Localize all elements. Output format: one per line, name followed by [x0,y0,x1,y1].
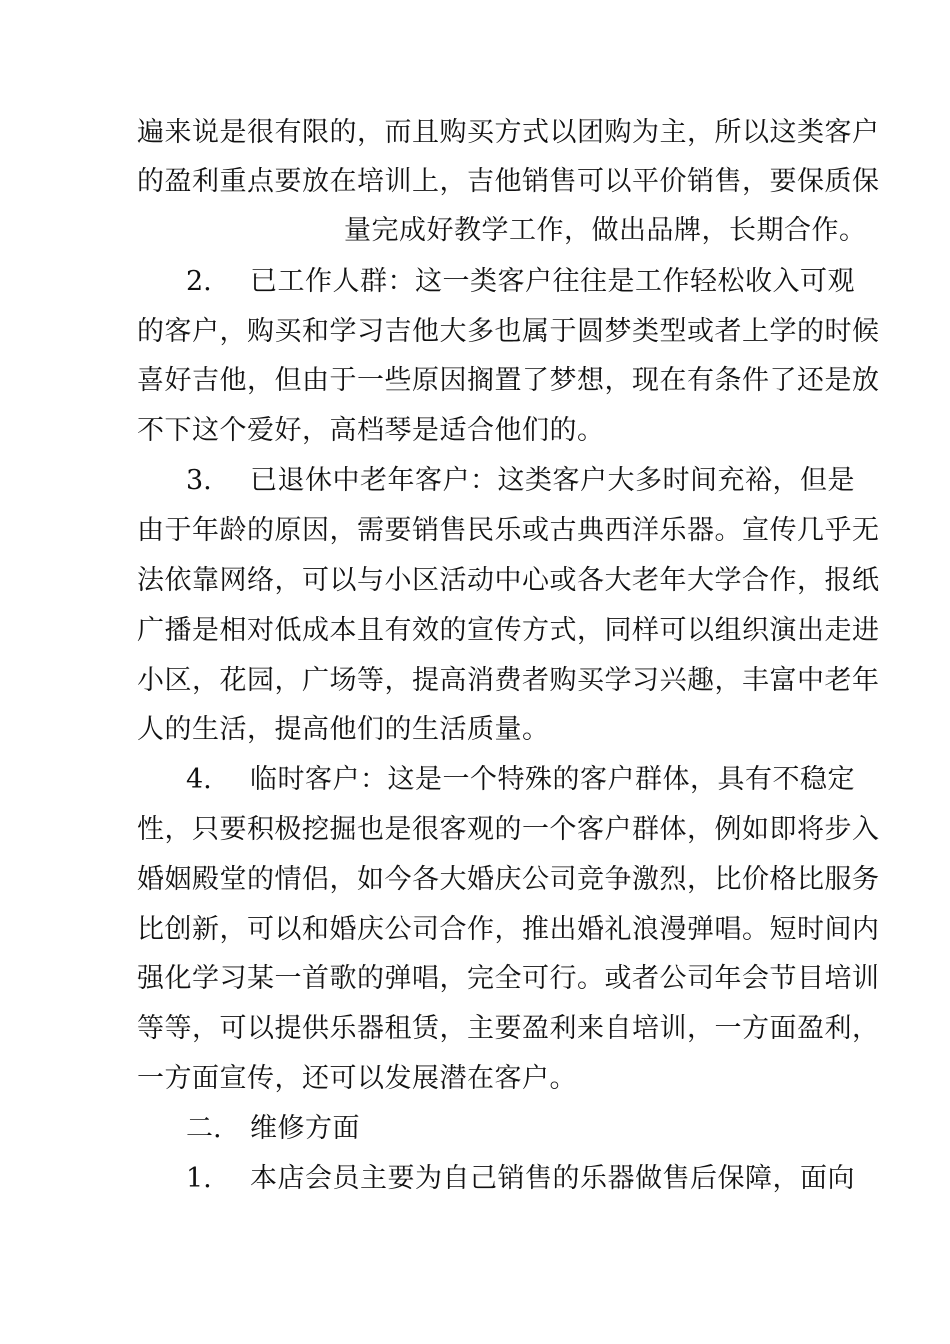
paragraph-line: 强化学习某一首歌的弹唱，完全可行。或者公司年会节目培训 [137,963,880,994]
paragraph-line: 人的生活，提高他们的生活质量。 [137,714,550,745]
paragraph-line: 不下这个爱好，高档琴是适合他们的。 [137,415,605,446]
paragraph-line: 法依靠网络，可以与小区活动中心或各大老年大学合作，报纸 [137,565,880,596]
paragraph-line: 的盈利重点要放在培训上，吉他销售可以平价销售，要保质保 [137,166,880,197]
list-number: 3. [186,465,212,496]
paragraph-line: 遍来说是很有限的，而且购买方式以团购为主，所以这类客户 [137,117,880,148]
paragraph-line: 喜好吉他，但由于一些原因搁置了梦想，现在有条件了还是放 [137,365,880,396]
paragraph-line: 量完成好教学工作，做出品牌，长期合作。 [344,215,867,246]
section-heading: 维修方面 [250,1113,360,1144]
list-item-heading: 本店会员主要为自己销售的乐器做售后保障，面向 [250,1163,855,1194]
list-number: 4. [186,764,212,795]
paragraph-line: 等等，可以提供乐器租赁，主要盈利来自培训，一方面盈利， [137,1013,880,1044]
list-item-heading: 临时客户：这是一个特殊的客户群体，具有不稳定 [250,764,855,795]
paragraph-line: 的客户，购买和学习吉他大多也属于圆梦类型或者上学的时候 [137,316,880,347]
paragraph-line: 比创新，可以和婚庆公司合作，推出婚礼浪漫弹唱。短时间内 [137,914,880,945]
paragraph-line: 婚姻殿堂的情侣，如今各大婚庆公司竞争激烈，比价格比服务 [137,864,880,895]
paragraph-line: 一方面宣传，还可以发展潜在客户。 [137,1063,577,1094]
list-item-heading: 已工作人群：这一类客户往往是工作轻松收入可观 [250,266,855,297]
list-number: 1. [186,1163,212,1194]
paragraph-line: 小区，花园，广场等，提高消费者购买学习兴趣，丰富中老年 [137,665,880,696]
list-number: 2. [186,266,212,297]
paragraph-line: 性，只要积极挖掘也是很客观的一个客户群体，例如即将步入 [137,814,880,845]
paragraph-line: 由于年龄的原因，需要销售民乐或古典西洋乐器。宣传几乎无 [137,515,880,546]
list-item-heading: 已退休中老年客户：这类客户大多时间充裕，但是 [250,465,855,496]
section-number: 二. [186,1113,222,1144]
paragraph-line: 广播是相对低成本且有效的宣传方式，同样可以组织演出走进 [137,615,880,646]
